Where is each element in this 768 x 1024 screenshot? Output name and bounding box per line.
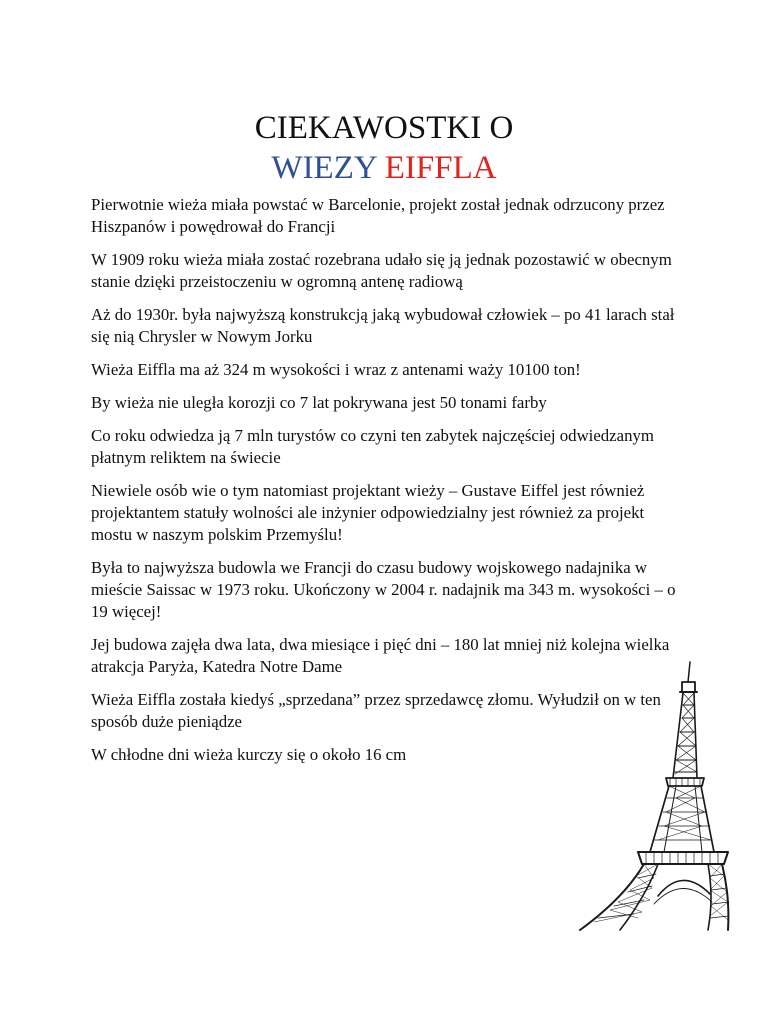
fact-item: W 1909 roku wieża miała zostać rozebrana udało się ją jednak pozostawić w obecnym stanie dzięki przeistoczeniu w ogromną antenę radiową [91, 250, 672, 291]
eiffel-tower-icon [572, 660, 732, 932]
fact-item: Jej budowa zajęła dwa lata, dwa miesiące i pięć dni – 180 lat mniej niż kolejna wielka atrakcja Paryża, Katedra Notre Dame [91, 635, 670, 676]
fact-item: Aż do 1930r. była najwyższą konstrukcją jaką wybudował człowiek – po 41 larach stał się nią Chrysler w Nowym Jorku [91, 305, 675, 346]
title-word-blue: WIEZY [271, 150, 377, 187]
page-title [0, 108, 768, 188]
fact-item: Pierwotnie wieża miała powstać w Barcelonie, projekt został jednak odrzucony przez Hiszpanów i powędrował do Francji [91, 195, 665, 236]
fact-item: By wieża nie uległa korozji co 7 lat pokrywana jest 50 tonami farby [91, 393, 547, 412]
fact-item: Była to najwyższa budowla we Francji do czasu budowy wojskowego nadajnika w mieście Saissac w 1973 roku. Ukończony w 2004 r. nadajnik ma 343 m. wysokości – o 19 więcej! [91, 558, 676, 621]
fact-item: Niewiele osób wie o tym natomiast projektant wieży – Gustave Eiffel jest również projektantem statuły wolności ale inżynier odpowiedzialny jest również za projekt mostu w naszym polskim Przemyślu! [91, 481, 645, 544]
fact-item: Wieża Eiffla została kiedyś „sprzedana” przez sprzedawcę złomu. Wyłudził on w ten sposób duże pieniądze [91, 690, 661, 731]
title-line-1: CIEKAWOSTKI O [254, 110, 514, 147]
fact-item: Co roku odwiedza ją 7 mln turystów co czyni ten zabytek najczęściej odwiedzanym płatnym reliktem na świecie [91, 426, 654, 467]
fact-item: W chłodne dni wieża kurczy się o około 16 cm [91, 745, 407, 764]
title-line-2 [0, 148, 768, 188]
fact-item: Wieża Eiffla ma aż 324 m wysokości i wraz z antenami waży 10100 ton! [91, 360, 581, 379]
title-word-red: EIFFLA [384, 150, 497, 187]
